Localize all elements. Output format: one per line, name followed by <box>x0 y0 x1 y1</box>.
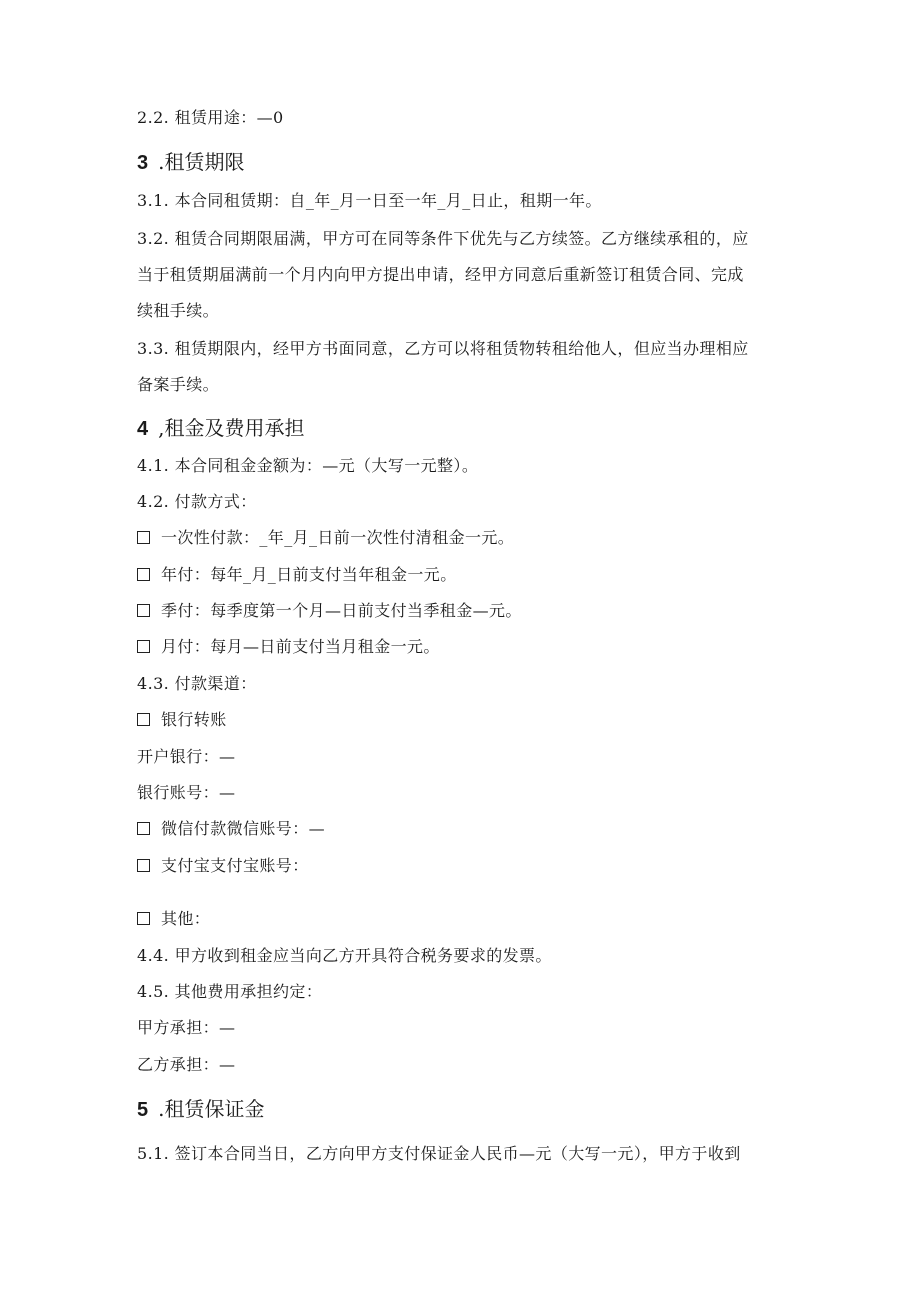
checkbox[interactable] <box>137 604 150 617</box>
checkbox[interactable] <box>137 822 150 835</box>
section-3-heading <box>137 150 244 175</box>
clause-4-2: 4.2. 付款方式： <box>137 492 257 511</box>
checkbox[interactable] <box>137 912 150 925</box>
channel-alipay <box>137 856 800 876</box>
option-label: 微信付款微信账号：— <box>161 819 326 838</box>
clause-3-2-line-1: 3.2. 租赁合同期限届满，甲方可在同等条件下优先与乙方续签。乙方继续承租的，应 <box>137 229 749 248</box>
clause-4-1: 4.1. 本合同租金金额为：—元（大写一元整）。 <box>137 456 479 475</box>
section-number: 3 <box>137 152 149 174</box>
clause-3-1: 3.1. 本合同租赁期：自_年_月一日至一年_月_日止，租期一年。 <box>137 191 602 210</box>
clause-5-1: 5.1. 签订本合同当日，乙方向甲方支付保证金人民币—元（大写一元），甲方于收到 <box>137 1144 741 1163</box>
section-5-heading <box>137 1097 264 1122</box>
clause-4-5: 4.5. 其他费用承担约定： <box>137 982 323 1001</box>
channel-other <box>137 909 800 929</box>
party-b-burden: 乙方承担：— <box>137 1055 236 1074</box>
checkbox[interactable] <box>137 640 150 653</box>
clause-3-2-line-3: 续租手续。 <box>137 301 220 320</box>
section-4-heading <box>137 416 304 441</box>
bank-name-field: 开户银行：— <box>137 747 236 766</box>
payment-option-yearly <box>137 565 800 585</box>
option-label: 月付：每月—日前支付当月租金一元。 <box>161 637 440 656</box>
option-label: 年付：每年_月_日前支付当年租金一元。 <box>161 565 457 584</box>
clause-2-2: 2.2. 租赁用途：—0 <box>137 108 284 127</box>
payment-option-quarterly <box>137 601 800 621</box>
clause-3-3-line-1: 3.3. 租赁期限内，经甲方书面同意，乙方可以将租赁物转租给他人，但应当办理相应 <box>137 339 749 358</box>
bank-account-field: 银行账号：— <box>137 783 236 802</box>
option-label: 支付宝支付宝账号： <box>161 856 309 875</box>
payment-option-monthly <box>137 637 800 657</box>
checkbox[interactable] <box>137 859 150 872</box>
option-label: 银行转账 <box>161 710 227 729</box>
section-title: .租赁保证金 <box>158 1097 265 1121</box>
option-label: 一次性付款：_年_月_日前一次性付清租金一元。 <box>161 528 515 547</box>
clause-3-3-line-2: 备案手续。 <box>137 375 220 394</box>
payment-option-once <box>137 528 800 548</box>
clause-3-2-line-2: 当于租赁期届满前一个月内向甲方提出申请，经甲方同意后重新签订租赁合同、完成 <box>137 265 744 284</box>
option-label: 季付：每季度第一个月—日前支付当季租金—元。 <box>161 601 522 620</box>
section-title: ,租金及费用承担 <box>158 416 305 440</box>
checkbox[interactable] <box>137 531 150 544</box>
channel-wechat <box>137 819 800 839</box>
section-number: 5 <box>137 1099 149 1121</box>
checkbox[interactable] <box>137 568 150 581</box>
checkbox[interactable] <box>137 713 150 726</box>
section-number: 4 <box>137 418 149 440</box>
party-a-burden: 甲方承担：— <box>137 1018 236 1037</box>
option-label: 其他： <box>161 909 211 928</box>
channel-bank-transfer <box>137 710 800 730</box>
section-title: .租赁期限 <box>158 150 245 174</box>
clause-4-4: 4.4. 甲方收到租金应当向乙方开具符合税务要求的发票。 <box>137 946 552 965</box>
clause-4-3: 4.3. 付款渠道： <box>137 674 257 693</box>
